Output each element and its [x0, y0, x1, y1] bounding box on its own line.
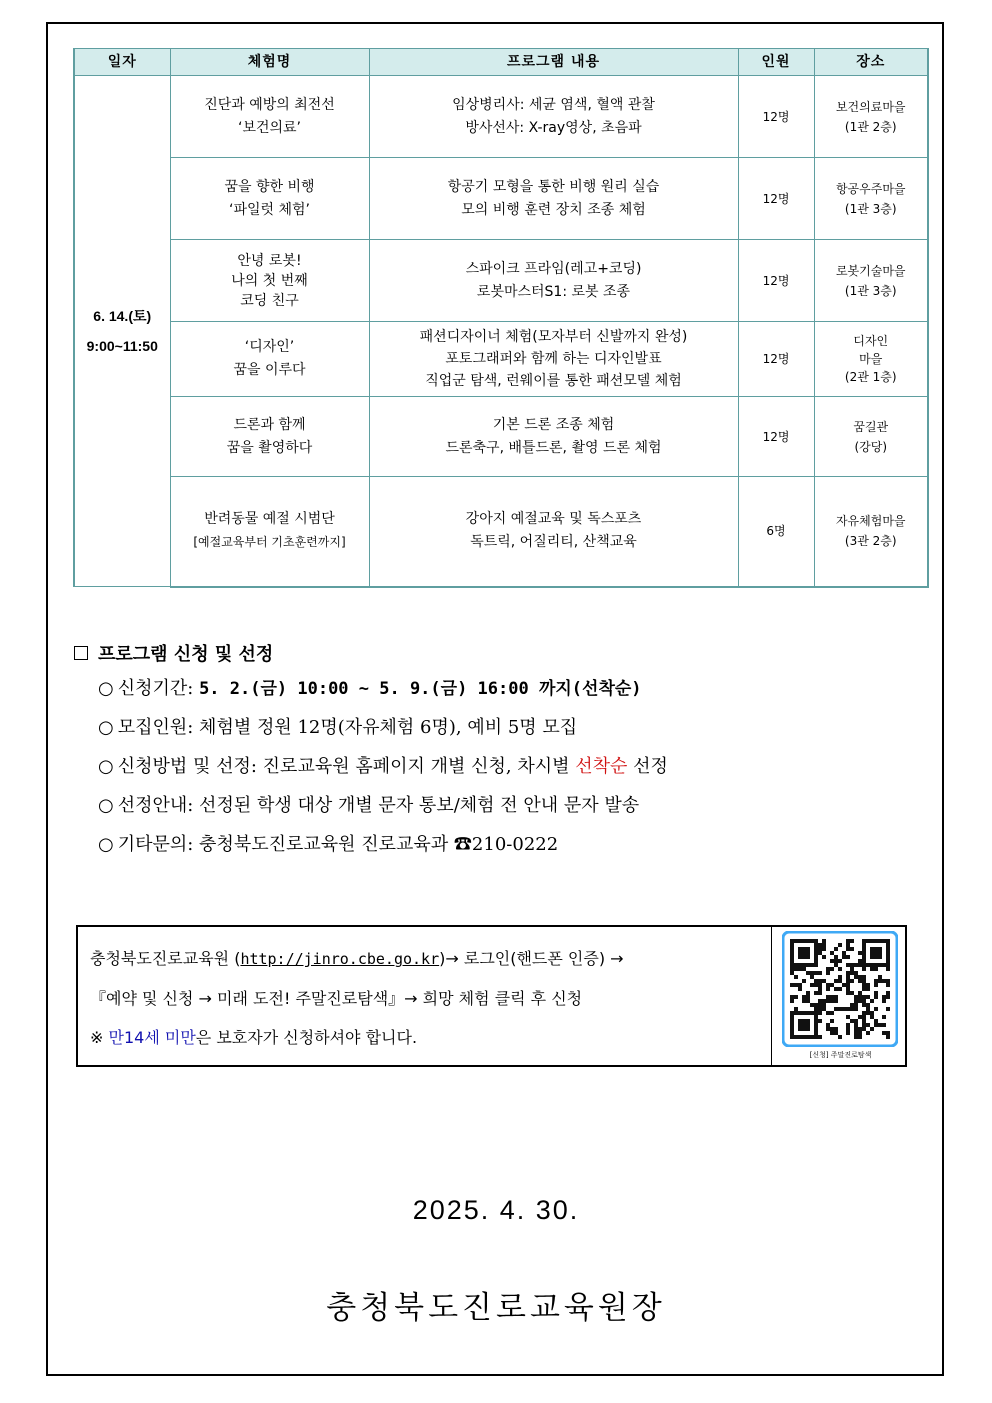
table-row — [74, 240, 928, 322]
header-program-content: 프로그램 내용 — [369, 49, 738, 76]
guide-line-2: 『예약 및 신청 → 미래 도전! 주말진로탐색』→ 희망 체험 클릭 후 신청 — [90, 989, 583, 1008]
capacity-cell: 12명 — [738, 322, 814, 397]
header-date: 일자 — [74, 49, 170, 76]
table-row — [74, 76, 928, 158]
checkbox-icon — [74, 646, 88, 660]
capacity-cell: 12명 — [738, 76, 814, 158]
program-name-cell: 진단과 예방의 최전선 ‘보건의료’ — [170, 76, 369, 158]
place-cell: 꿈길관 (강당) — [814, 397, 928, 477]
program-name-cell: 드론과 함께 꿈을 촬영하다 — [170, 397, 369, 477]
program-content-cell: 임상병리사: 세균 염색, 혈액 관찰 방사선사: X-ray영상, 초음파 — [369, 76, 738, 158]
program-content-cell: 스파이크 프라임(레고+코딩) 로봇마스터S1: 로봇 조종 — [369, 240, 738, 322]
schedule-date: 6. 14.(토) — [93, 308, 152, 324]
capacity-cell: 12명 — [738, 397, 814, 477]
list-item-period: ○ 신청기간: 5. 2.(금) 10:00 ~ 5. 9.(금) 16:00 까지(선착순) — [98, 676, 668, 715]
list-item-recruit: ○ 모집인원: 체험별 정원 12명(자유체험 6명), 예비 5명 모집 — [98, 715, 668, 754]
table-header-row — [74, 49, 928, 76]
header-program-name: 체험명 — [170, 49, 369, 76]
program-name-cell: 반려동물 예절 시범단 [예절교육부터 기초훈련까지] — [170, 477, 369, 587]
schedule-date-cell — [74, 76, 170, 587]
guide-line-3: ※ 만14세 미만은 보호자가 신청하셔야 합니다. — [90, 1028, 418, 1047]
qr-code-icon[interactable] — [782, 931, 898, 1047]
homepage-link[interactable]: http://jinro.cbe.go.kr — [240, 950, 440, 968]
list-item-contact: ○ 기타문의: 충청북도진로교육원 진로교육과 ☎210-0222 — [98, 832, 668, 871]
capacity-cell: 12명 — [738, 158, 814, 240]
application-guide-box — [76, 925, 907, 1067]
program-name-cell: ‘디자인’ 꿈을 이루다 — [170, 322, 369, 397]
schedule-time: 9:00~11:50 — [86, 338, 158, 354]
section-title-text: 프로그램 신청 및 선정 — [98, 644, 274, 665]
application-guide-text — [90, 939, 624, 1057]
program-name-cell: 안녕 로봇! 나의 첫 번째 코딩 친구 — [170, 240, 369, 322]
bullet-circle-icon: ○ — [98, 795, 114, 816]
place-cell: 로봇기술마을 (1관 3층) — [814, 240, 928, 322]
program-content-cell: 패션디자이너 체험(모자부터 신발까지 완성) 포토그래퍼와 함께 하는 디자인발표 직업군 탐색, 런웨이를 통한 패션모델 체험 — [369, 322, 738, 397]
issuer-name: 충청북도진로교육원장 — [326, 1290, 666, 1326]
bullet-circle-icon: ○ — [98, 678, 114, 699]
table-row — [74, 477, 928, 587]
bullet-circle-icon: ○ — [98, 756, 114, 777]
qr-code-panel — [771, 925, 909, 1067]
qr-caption: [신청] 주말진로탐색 — [809, 1051, 872, 1059]
program-schedule-table — [73, 48, 929, 588]
bullet-circle-icon: ○ — [98, 834, 114, 855]
list-item-notice: ○ 선정안내: 선정된 학생 대상 개별 문자 통보/체험 전 안내 문자 발송 — [98, 793, 668, 832]
table-row — [74, 158, 928, 240]
capacity-cell: 12명 — [738, 240, 814, 322]
bullet-circle-icon: ○ — [98, 717, 114, 738]
table-row — [74, 322, 928, 397]
program-content-cell: 항공기 모형을 통한 비행 원리 실습 모의 비행 훈련 장치 조종 체험 — [369, 158, 738, 240]
info-list — [98, 676, 668, 871]
application-period-value: 5. 2.(금) 10:00 ~ 5. 9.(금) 16:00 까지(선착순) — [199, 679, 642, 699]
header-capacity: 인원 — [738, 49, 814, 76]
place-cell: 자유체험마을 (3관 2층) — [814, 477, 928, 587]
list-item-method: ○ 신청방법 및 선정: 진로교육원 홈페이지 개별 신청, 차시별 선착순 선정 — [98, 754, 668, 793]
document-date: 2025. 4. 30. — [412, 1195, 580, 1225]
place-cell: 보건의료마을 (1관 2층) — [814, 76, 928, 158]
age-limit-highlight: 만14세 미만 — [108, 1028, 196, 1047]
place-cell: 디자인 마을 (2관 1층) — [814, 322, 928, 397]
header-place: 장소 — [814, 49, 928, 76]
program-content-cell: 강아지 예절교육 및 독스포츠 독트릭, 어질리티, 산책교육 — [369, 477, 738, 587]
program-content-cell: 기본 드론 조종 체험 드론축구, 배틀드론, 촬영 드론 체험 — [369, 397, 738, 477]
program-name-cell: 꿈을 향한 비행 ‘파일럿 체험’ — [170, 158, 369, 240]
place-cell: 항공우주마을 (1관 3층) — [814, 158, 928, 240]
capacity-cell: 6명 — [738, 477, 814, 587]
section-title — [74, 640, 273, 666]
guide-line-1: 충청북도진로교육원 (http://jinro.cbe.go.kr)→ 로그인(핸드폰 인증) → — [90, 949, 624, 968]
first-come-highlight: 선착순 — [575, 756, 628, 777]
table-row — [74, 397, 928, 477]
